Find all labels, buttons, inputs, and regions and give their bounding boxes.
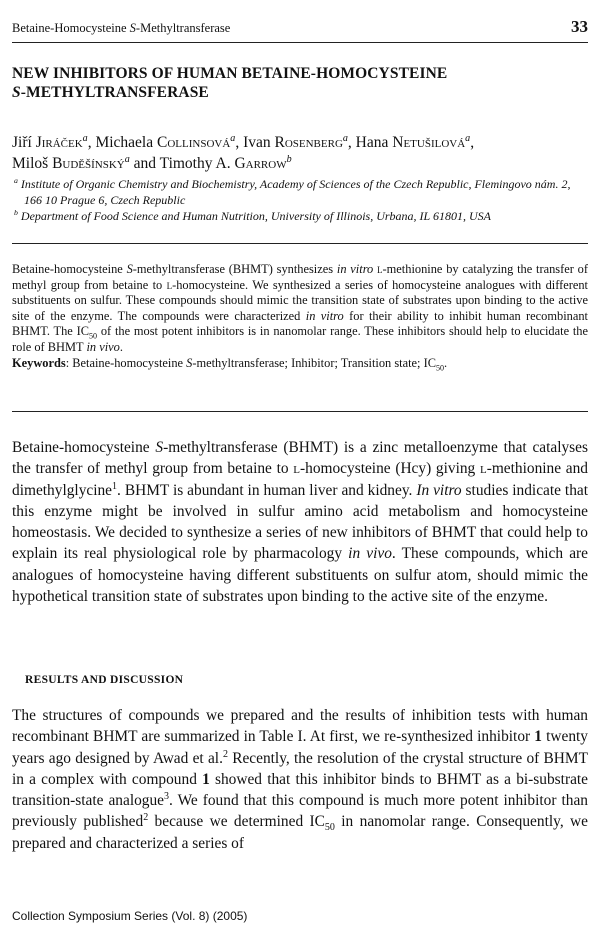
page-number: 33 [571,17,588,36]
author: Jiří Jiráček$^a$ [12,132,88,151]
author: Hana Netušilová$^a$ [355,132,471,151]
abstract-top-rule [12,243,588,244]
running-title: Betaine-Homocysteine S-Methyltransferase [12,21,231,35]
affiliation: $^a$ Institute of Organic Chemistry and Biochemistry, Academy of Sciences of the Czech Republic, Flemingovo nám. 2, 166 10 Prague 6, Czech Republic [14,176,571,207]
author: Michaela Collinsová$^a$ [95,132,236,151]
abstract [12,262,588,371]
introduction-paragraph: Betaine-homocysteine S-methyltransferase (BHMT) is a zinc metalloenzyme that catalyses the transfer of methyl group from betaine to l-homocysteine (Hcy) giving l-methionine and dimethylglycine$^1$. BHMT is abundant in human liver and kidney. In vitro studies indicate that this enzyme might be involved in sulfur amino acid metabolism and homocysteine homeostasis. We decided to synthesize a series of new inhibitors of BHMT that could help to explain its real physiological role by pharmacology in vivo. These compounds, which are analogues of homocysteine having different substituents on sulfur atom, should mimic the hypothetical transition state of substrates upon binding to the active site of the enzyme. [12,439,589,606]
affiliations [12,177,588,225]
abstract-text: Betaine-homocysteine S-methyltransferase (BHMT) synthesizes in vitro l-methionine by catalyzing the transfer of methyl group from betaine to l-homocysteine. We synthesized a series of homocysteine analogues with different substituents on sulfur. These compounds should mimic the transition state of substrates upon binding to the active site of the enzyme. The compounds were characterized in vitro for their ability to inhibit human recombinant BHMT. The $IC_{50}$ of the most potent inhibitors is in nanomolar range. These inhibitors should help to elucidate the role of BHMT in vivo. [12,262,588,354]
article-title: NEW INHIBITORS OF HUMAN BETAINE-HOMOCYSTEINE S-METHYLTRANSFERASE [12,65,448,101]
abstract-bottom-rule [12,411,588,412]
results-paragraph: The structures of compounds we prepared and the results of inhibition tests with human recombinant BHMT are summarized in Table I. At first, we re-synthesized inhibitor 1 twenty years ago designed by Awad et al.$^2$ Recently, the resolution of the crystal structure of BHMT in a complex with compound 1 showed that this inhibitor binds to BHMT as a bi-substrate transition-state analogue$^3$. We found that this compound is much more potent inhibitor than previously published$^2$ because we determined $IC_{50}$ in nanomolar range. Consequently, we prepared and characterized a series of [12,707,589,852]
running-head [12,16,588,43]
author-list: Jiří Jiráček$^a$, Michaela Collinsová$^a$, Ivan Rosenberg$^a$, Hana Netušilová$^a$, Miloš Buděšínský$^a$ and Timothy A. Garrow$^b$ [12,132,475,172]
keywords: Keywords: Betaine-homocysteine S-methyltransferase; Inhibitor; Transition state; $IC_{50}$. [12,355,448,373]
author: Timothy A. Garrow$^b$ [159,153,292,172]
journal-footer: Collection Symposium Series (Vol. 8) (2005) [12,909,248,923]
affiliation: $^b$ Department of Food Science and Human Nutrition, University of Illinois, Urbana, IL 61801, USA [14,208,491,223]
author: Miloš Buděšínský$^a$ [12,153,130,172]
author: Ivan Rosenberg$^a$ [243,132,348,151]
section-heading: RESULTS AND DISCUSSION [25,674,184,686]
